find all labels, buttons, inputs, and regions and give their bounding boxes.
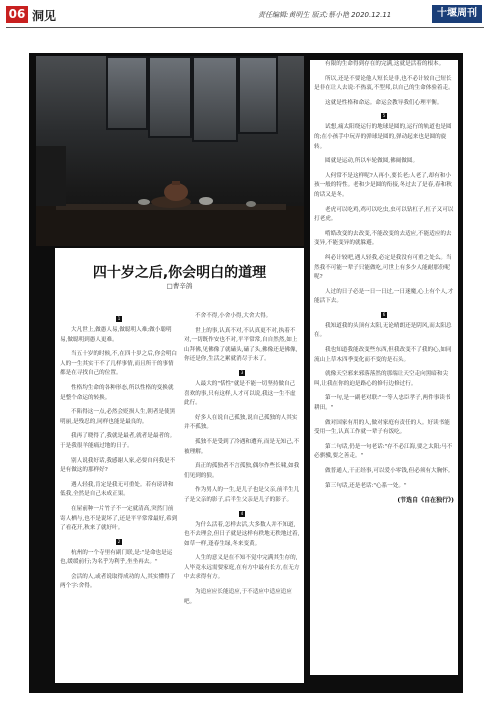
paragraph: 作为男人的一生,是儿子也是父亲,前半生儿子是父亲的影子,后半生父亲是儿子的影子。 [184, 487, 300, 503]
paragraph: 大凡世上,做愚人易,做聪明人难;做小聪明易,做聪明到愚人更难。 [60, 327, 172, 343]
paragraph: 遇人轻我,肯定是我无可重处。若有谤讲和低我,全然是自己未成正果。 [60, 481, 174, 498]
paragraph: 当五十岁的时候,不,在四十岁之后,你会明白人的一生其实干不了几样事情,而且所干的事情都是在寻找自己的位置。 [60, 351, 178, 377]
section-marker: 4 [240, 510, 244, 516]
paragraph: 老虎可以吃鸡,鸡可以吃虫,虫可以钻杠子,杠子又可以打老虎。 [314, 206, 454, 223]
paragraph: 会活的人,或者说取得成功的人,其实懂得了两个字:舍得。 [60, 573, 176, 590]
paragraph: 人生的意义是在不知不觉中完满其生存的,人毕竟永远需要家庭,在有方中最有长方,在无方中去求得有方。 [184, 555, 300, 581]
paragraph: 第一句,是一副老对联:"一等人忠臣孝子,两件事读书耕田。" [314, 395, 451, 412]
paragraph: 孤独不是受到了冷遇和遭弃,而是无知己,不被理解。 [184, 438, 300, 455]
paragraph: 人最大的"恬性"就是不能一切坚持做自己喜欢的事,只有这样,人才可以说,我这一生不虚此行。 [184, 380, 296, 407]
column-2 [184, 312, 300, 612]
editors-line: 责任编辑:黄明生 版式:蔡小艳 2020.12.11 [258, 11, 392, 19]
paragraph: 我知道我的头顶有太阳,无论晴朗还是阴风,而太阳总在。 [314, 322, 452, 339]
source-credit: (节选自《自在独行》) [397, 497, 454, 505]
paragraph: 人何常不是这样呢?人再小,要长老;人老了,却有和小孩一般的特性。老和少是圆的衔接,冬过去了是春,春和秋的话又是冬。 [314, 172, 452, 198]
column-3 [310, 60, 458, 675]
paragraph: 所以,还是不要论他人短长是非,也不必计较自己短长是非在让人去说:不热衷,不型邦,以自己的生命体验着走。 [314, 75, 454, 92]
paragraph: 人过的日子必是一日一日过,一日迷魔,心上有个人,才能活下去。 [314, 288, 454, 305]
paragraph: 真正的孤独者不言孤独,偶尔作些长啸,如我们见到的狼。 [184, 463, 300, 479]
paragraph: 不舍不得,小舍小得,大舍大得。 [195, 313, 272, 319]
paragraph: 啃皓改变的去改变,不能改变的去适应,不能适应的去变异,不能变异的就躲避。 [314, 230, 452, 247]
column-1 [60, 312, 178, 597]
tea-table-illustration [36, 56, 304, 246]
brand-logo: 十堰周刊 [432, 5, 482, 23]
paragraph: 做普通人,干正经事,可以爱小零钱,但必须有大胸怀。 [325, 468, 454, 474]
paragraph: 第二句话,仍是一句老话:"存不必江海,要之太阳;马不必骐骥,要之善走。" [314, 443, 453, 460]
paragraph: 为追应应长能追应,于不适应中适应追应吧。 [184, 589, 292, 605]
section-marker: 3 [240, 369, 244, 375]
paragraph: 第三句话,还是老话:"心系一处。" [325, 482, 407, 489]
paragraph: 我也知道我能改变些东西,但我改变不了我的心,如同流山上草木四季变化而不变的是石头。 [314, 347, 452, 363]
paragraph: 纠必计较吧,遇人轻我,必定是我没有可重之处么。当然我不可能一辈子只能做吃,可世上有多少人能耐那份呢呢? [314, 254, 452, 281]
paragraph: 性格均生命的各种形态,所以性格的变换就是整个命运的转换。 [60, 384, 174, 401]
section-marker: 5 [382, 113, 386, 119]
paragraph: 别人说我好话,我感谢人家,必要自问我是不是有做这的那样好? [60, 457, 176, 474]
article-title: 四十岁之后,你会明白的道理 [92, 265, 267, 281]
section-marker: 1 [117, 316, 121, 321]
paragraph: 有限的生命得到存在的完满,这就是活着的根本。 [325, 61, 445, 67]
section-title: 洞见 [32, 9, 57, 23]
paragraph: 在屋前种一片竹子不一定就清高,突然门前寄人栖与,也不是说坏了,还是平平常常最好,希到了看花开,秋来了就好叶。 [60, 505, 178, 532]
paragraph: 做对国家有用的人,做对家庭有责任的人。好读书能受用一生,认真工作就一辈子有饭吃。 [314, 419, 450, 436]
header-divider [6, 27, 484, 28]
paragraph: 就像天空邪来邪落落然的那端让天空走向黑暗和尖叫,让我在你的迫是路心的修行边修过行。 [314, 371, 449, 387]
paragraph: 好多人在说自己孤独,说自己孤独的人其实并不孤独。 [184, 414, 298, 431]
paragraph: 不陷得这一点,必然会贬损人生,朝者是使黑明丽,是残忍的,同样也能是最良的。 [60, 409, 176, 425]
page-header [0, 0, 489, 28]
paragraph: 为什么活着,怎样去活,大多数人并不知道,也不去理会,但日子就是这样有秩地无秩地过着,如草一样,逢春生绿,冬来变黄。 [184, 521, 300, 547]
paragraph: 我再了晓得了,我就是最者,就者是最者的。于是我很羊能痛过地的日子。 [60, 433, 176, 449]
paragraph: 世上的事,认真不对,不认真更不对,执着不对,一切既作安也不对,平平常常,自自然然,如上山拜佛,见佛像了就磕头,磕了头,佛像还是佛像,你还是你,生活之累就消尽于未了。 [184, 327, 298, 363]
paragraph: 杭州的一个寺里有副门联,是:"是命也是运也,缓缓前行;为名乎为利乎,坐坐再去。" [60, 549, 173, 566]
section-marker: 6 [382, 311, 386, 317]
article-byline: □曹辛鸽 [166, 282, 193, 290]
paragraph: 这就是性格和命运。命运会教导我们心理平衡。 [325, 99, 443, 106]
article-photo [36, 56, 304, 246]
paragraph: 试想,痛太阳绕运行的地球是圆的,运行的轨道也是圆的;在小孩手中玩弄的弹球是圆的,弹动起来也是圆的旋转。 [314, 124, 452, 150]
paragraph: 圆就是运动,所以车轮做圆,佛阔做圆。 [325, 158, 419, 165]
page-number: 06 [6, 6, 28, 23]
section-marker: 2 [117, 538, 121, 544]
